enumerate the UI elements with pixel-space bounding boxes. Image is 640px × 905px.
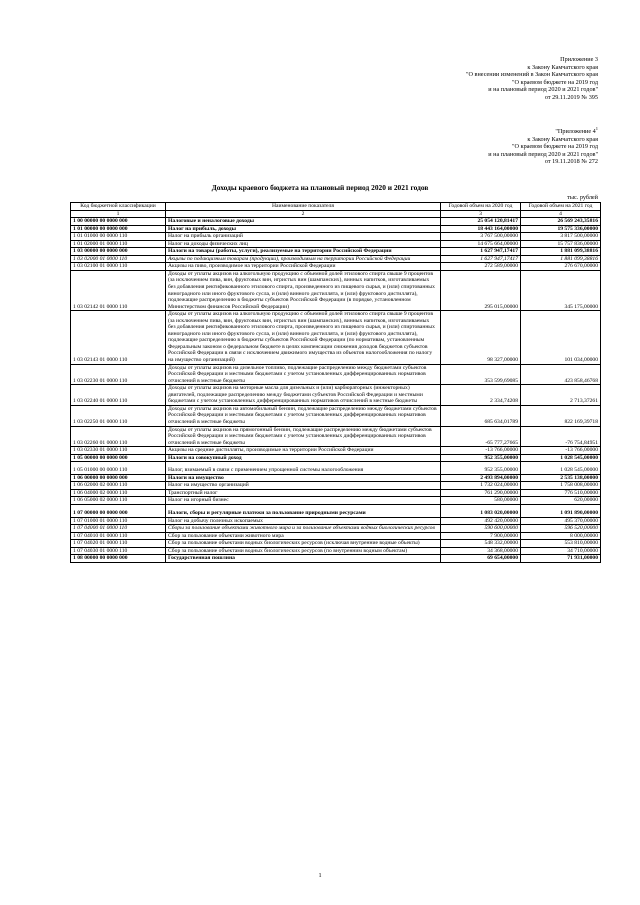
- table-row: [71, 364, 601, 385]
- row-code: 1 01 00000 00 0000 000: [71, 225, 166, 233]
- row-code: 1 07 00000 00 0000 000: [71, 504, 166, 517]
- row-value-2020: 1 627 947,17417: [441, 255, 521, 263]
- header-2020: Годовой объем на 2020 год: [441, 203, 521, 211]
- row-name: Государственная пошлина: [166, 555, 441, 563]
- row-code: 1 03 02100 01 0000 110: [71, 263, 166, 271]
- table-body: [71, 218, 601, 563]
- row-name: Налог на добычу полезных ископаемых: [166, 517, 441, 525]
- row-value-2020: 295 015,00000: [441, 270, 521, 310]
- row-value-2021: 423 858,46768: [521, 364, 601, 385]
- row-name: Налоги, сборы и регулярные платежи за пользование природными ресурсами: [166, 504, 441, 517]
- row-value-2020: 353 599,69085: [441, 364, 521, 385]
- row-name: Сборы за пользование объектами животного мира и за пользование объектами водных биологических ресурсов: [166, 525, 441, 533]
- row-value-2020: 590 600,00000: [441, 525, 521, 533]
- header-name: Наименование показателя: [166, 203, 441, 211]
- row-name: Сбор за пользование объектами водных биологических ресурсов (по внутренним водным объектам): [166, 547, 441, 555]
- row-code: 1 07 01000 01 0000 110: [71, 517, 166, 525]
- table-header-row: [71, 203, 601, 211]
- row-name: Акцизы на пиво, производимое на территории Российской Федерации: [166, 263, 441, 271]
- table-row: [71, 454, 601, 462]
- row-value-2021: 822 169,39718: [521, 405, 601, 426]
- table-row: [71, 248, 601, 256]
- document-title: Доходы краевого бюджета на плановый период 2020 и 2021 годов: [211, 183, 429, 192]
- row-name: Доходы от уплаты акцизов на автомобильный бензин, подлежащие распределению между бюджетами субъектов Российской Федерации и местными бюджетами с учетом установленных дифференцированных нормативов отчислений в местные бюджеты: [166, 405, 441, 426]
- header-2021: Годовой объем на 2021 год: [521, 203, 601, 211]
- row-value-2021: 1 881 099,38816: [521, 248, 601, 256]
- row-name: Сбор за пользование объектами животного мира: [166, 532, 441, 540]
- appendix-line: Приложение 3: [560, 56, 598, 63]
- row-value-2021: 276 670,00000: [521, 263, 601, 271]
- row-code: 1 06 05000 02 0000 110: [71, 497, 166, 505]
- row-code: 1 03 02230 01 0000 110: [71, 364, 166, 385]
- row-name: Доходы от уплаты акцизов на алкогольную продукцию с объемной долей этилового спирта свыше 9 процентов (за исключением пива, вин, фруктовых вин, игристых вин (шампанских), винных напитков, изготавливаемых без добавления ректификованного этилового спирта, произведенного из пищевого сырья, и (или) спиртованных виноградного или иного фруктового сусла, и (или) винного дистиллята, и (или) фруктового дистиллята), подлежащие распределению в бюджеты субъектов Российской Федерации (по нормативам, установленным Федеральным законом о федеральном бюджете в целях компенсации снижения доходов бюджетов субъектов Российской Федерации в связи с исключением движимого имущества из объектов налогообложения по налогу на имущество организаций): [166, 311, 441, 364]
- row-name: Транспортный налог: [166, 489, 441, 497]
- table-row: [71, 532, 601, 540]
- table-row: [71, 426, 601, 447]
- row-value-2020: 580,00000: [441, 497, 521, 505]
- row-value-2020: 18 443 164,00000: [441, 225, 521, 233]
- row-value-2020: 1 083 020,00000: [441, 504, 521, 517]
- row-value-2021: 620,00000: [521, 497, 601, 505]
- row-value-2021: 1 758 008,00000: [521, 482, 601, 490]
- row-value-2020: 3 767 500,00000: [441, 233, 521, 241]
- row-name: Налог на доходы физических лиц: [166, 240, 441, 248]
- appendix-line: и на плановый период 2020 и 2021 годов": [488, 150, 598, 158]
- appendix-line: [488, 125, 598, 136]
- row-value-2020: 2 334,74208: [441, 385, 521, 406]
- appendix-line: к Закону Камчатского края: [527, 135, 598, 143]
- appendix-superscript: 1: [595, 126, 598, 131]
- row-code: 1 03 02143 01 0000 110: [71, 311, 166, 364]
- row-code: 1 03 00000 00 0000 000: [71, 248, 166, 256]
- row-name: Налоговые и неналоговые доходы: [166, 218, 441, 226]
- row-code: 1 07 04020 01 0000 110: [71, 540, 166, 548]
- table-row: [71, 489, 601, 497]
- row-name: Налоги на товары (работы, услуги), реализуемые на территории Российской Федерации: [166, 248, 441, 256]
- row-name: Доходы от уплаты акцизов на прямогонный бензин, подлежащие распределению между бюджетами субъектов Российской Федерации и местными бюджетами с учетом установленных дифференцированных нормативов отчислений в местные бюджеты: [166, 426, 441, 447]
- row-value-2021: 1 091 890,00000: [521, 504, 601, 517]
- row-value-2020: -65 777,27665: [441, 426, 521, 447]
- row-name: Налог на игорный бизнес: [166, 497, 441, 505]
- row-code: 1 07 04000 01 0000 110: [71, 525, 166, 533]
- appendix-line: "О краевом бюджете на 2019 год: [512, 78, 598, 86]
- row-value-2020: 2 493 894,00000: [441, 474, 521, 482]
- row-value-2020: -13 766,00000: [441, 447, 521, 455]
- table-row: [71, 462, 601, 475]
- appendix-line: к Закону Камчатского края: [527, 63, 598, 71]
- row-name: Налог, взимаемый в связи с применением упрощенной системы налогообложения: [166, 462, 441, 475]
- row-code: 1 06 00000 00 0000 000: [71, 474, 166, 482]
- table-row: [71, 263, 601, 271]
- revenue-table: [70, 202, 601, 563]
- row-code: 1 06 04000 02 0000 110: [71, 489, 166, 497]
- row-name: Налоги на совокупный доход: [166, 454, 441, 462]
- row-code: 1 07 04010 01 0000 110: [71, 532, 166, 540]
- table-row: [71, 497, 601, 505]
- row-code: 1 01 02000 01 0000 110: [71, 240, 166, 248]
- row-name: Акцизы на средние дистилляты, производимые на территории Российской Федерации: [166, 447, 441, 455]
- row-value-2021: 15 757 836,00000: [521, 240, 601, 248]
- row-name: Доходы от уплаты акцизов на алкогольную продукцию с объемной долей этилового спирта свыше 9 процентов (за исключением пива, вин, фруктовых вин, игристых вин (шампанских), винных напитков, изготавливаемых без добавления ректификованного этилового спирта, произведенного из пищевого сырья, и (или) спиртованных виноградного или иного фруктового сусла, и (или) винного дистиллята, и (или) фруктового дистиллята), подлежащие распределению в бюджеты субъектов Российской Федерации (в порядке, установленном Министерством финансов Российской Федерации): [166, 270, 441, 310]
- index-cell: 3: [441, 210, 521, 218]
- row-value-2021: 34 710,00000: [521, 547, 601, 555]
- row-value-2020: 952 355,00000: [441, 454, 521, 462]
- row-value-2021: 596 520,00000: [521, 525, 601, 533]
- row-code: 1 03 02260 01 0000 110: [71, 426, 166, 447]
- row-value-2021: 1 028 545,00000: [521, 454, 601, 462]
- row-code: 1 05 00000 00 0000 000: [71, 454, 166, 462]
- row-code: 1 07 04030 01 0000 110: [71, 547, 166, 555]
- appendix-line: "О краевом бюджете на 2019 год: [512, 143, 598, 151]
- index-cell: 1: [71, 210, 166, 218]
- row-value-2021: -76 754,84951: [521, 426, 601, 447]
- table-row: [71, 405, 601, 426]
- row-value-2020: 492 420,00000: [441, 517, 521, 525]
- table-row: [71, 233, 601, 241]
- row-value-2020: 548 332,00000: [441, 540, 521, 548]
- row-code: 1 01 01000 00 0000 110: [71, 233, 166, 241]
- row-value-2020: 1 732 024,00000: [441, 482, 521, 490]
- row-value-2020: 7 900,00000: [441, 532, 521, 540]
- row-value-2021: 1 028 545,00000: [521, 462, 601, 475]
- table-row: [71, 311, 601, 364]
- table-row: [71, 240, 601, 248]
- row-value-2020: 685 634,01789: [441, 405, 521, 426]
- row-value-2021: 3 817 500,00000: [521, 233, 601, 241]
- unit-label: тыс. рублей: [567, 194, 598, 201]
- row-name: Налог на имущество организаций: [166, 482, 441, 490]
- row-value-2021: 101 034,00000: [521, 311, 601, 364]
- appendix-header-original: [488, 125, 598, 166]
- row-value-2021: 26 569 243,35816: [521, 218, 601, 226]
- row-value-2020: 14 675 664,00000: [441, 240, 521, 248]
- appendix-line-text: "Приложение 4: [555, 128, 596, 136]
- row-value-2021: 19 575 336,00000: [521, 225, 601, 233]
- table-row: [71, 504, 601, 517]
- row-name: Сбор за пользование объектами водных биологических ресурсов (исключая внутренние водные объекты): [166, 540, 441, 548]
- row-name: Доходы от уплаты акцизов на моторные масла для дизельных и (или) карбюраторных (инжекторных) двигателей, подлежащие распределению между бюджетами субъектов Российской Федерации и местными бюджетами с учетом установленных дифференцированных нормативов отчислений в местные бюджеты: [166, 385, 441, 406]
- row-code: 1 05 01000 00 0000 110: [71, 462, 166, 475]
- row-value-2021: 8 000,00000: [521, 532, 601, 540]
- row-code: 1 00 00000 00 0000 000: [71, 218, 166, 226]
- row-value-2020: 1 627 947,17417: [441, 248, 521, 256]
- row-value-2020: 69 654,00000: [441, 555, 521, 563]
- table-row: [71, 517, 601, 525]
- row-value-2021: 776 510,00000: [521, 489, 601, 497]
- index-cell: 2: [166, 210, 441, 218]
- row-value-2021: 1 881 099,38816: [521, 255, 601, 263]
- table-row: [71, 547, 601, 555]
- row-code: 1 03 02000 01 0000 110: [71, 255, 166, 263]
- table-row: [71, 555, 601, 563]
- table-row: [71, 270, 601, 310]
- table-row: [71, 255, 601, 263]
- table-row: [71, 447, 601, 455]
- table-row: [71, 218, 601, 226]
- table-row: [71, 525, 601, 533]
- row-value-2021: 2 713,37261: [521, 385, 601, 406]
- row-value-2020: 98 327,00000: [441, 311, 521, 364]
- appendix-line: от 19.11.2018 № 272: [544, 158, 598, 166]
- row-code: 1 03 02240 01 0000 110: [71, 385, 166, 406]
- row-name: Налоги на имущество: [166, 474, 441, 482]
- row-value-2020: 952 355,00000: [441, 462, 521, 475]
- row-code: 1 06 02000 02 0000 110: [71, 482, 166, 490]
- row-value-2021: 2 535 138,00000: [521, 474, 601, 482]
- row-value-2021: -13 766,00000: [521, 447, 601, 455]
- row-value-2021: 495 370,00000: [521, 517, 601, 525]
- row-name: Доходы от уплаты акцизов на дизельное топливо, подлежащие распределению между бюджетами субъектов Российской Федерации и местными бюджетами с учетом установленных дифференцированных нормативов отчислений в местные бюджеты: [166, 364, 441, 385]
- row-value-2020: 272 589,00000: [441, 263, 521, 271]
- row-code: 1 03 02330 01 0000 110: [71, 447, 166, 455]
- row-value-2021: 71 931,00000: [521, 555, 601, 563]
- table-row: [71, 482, 601, 490]
- row-code: 1 03 02142 01 0000 110: [71, 270, 166, 310]
- row-value-2020: 761 290,00000: [441, 489, 521, 497]
- table-row: [71, 385, 601, 406]
- table-row: [71, 474, 601, 482]
- row-value-2021: 345 175,00000: [521, 270, 601, 310]
- row-code: 1 03 02250 01 0000 110: [71, 405, 166, 426]
- row-value-2020: 25 054 120,81417: [441, 218, 521, 226]
- table-row: [71, 225, 601, 233]
- index-cell: 4: [521, 210, 601, 218]
- appendix-line: "О внесении изменений в Закон Камчатского края: [466, 71, 598, 79]
- table-row: [71, 540, 601, 548]
- header-code: Код бюджетной классификации: [71, 203, 166, 211]
- page-number: 1: [318, 872, 322, 879]
- appendix-header-current: [466, 56, 598, 102]
- row-name: Акцизы по подакцизным товарам (продукции), производимым на территории Российской Федерации: [166, 255, 441, 263]
- appendix-line: и на плановый период 2020 и 2021 годов": [488, 86, 598, 94]
- table-index-row: [71, 210, 601, 218]
- row-name: Налог на прибыль организаций: [166, 233, 441, 241]
- row-value-2020: 34 368,00000: [441, 547, 521, 555]
- appendix-line: от 29.11.2019 № 395: [544, 93, 598, 101]
- row-code: 1 08 00000 00 0000 000: [71, 555, 166, 563]
- row-value-2021: 553 810,00000: [521, 540, 601, 548]
- row-name: Налог на прибыль, доходы: [166, 225, 441, 233]
